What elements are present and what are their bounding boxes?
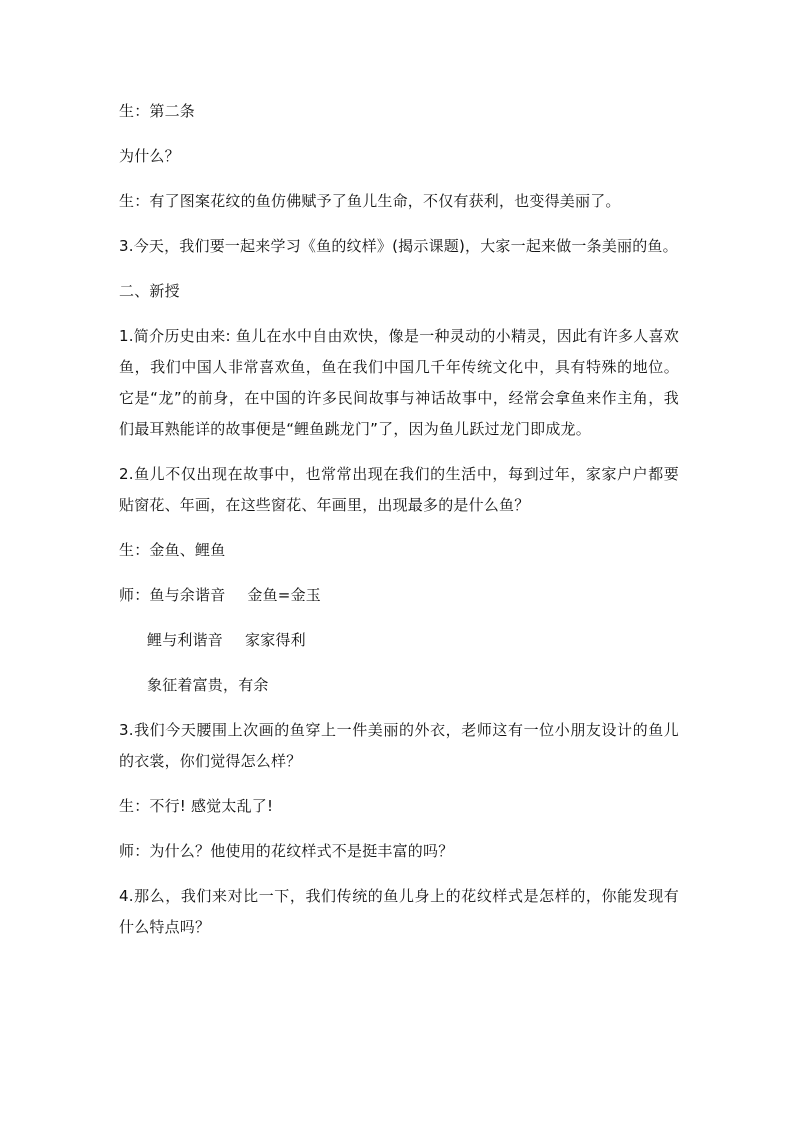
teacher-line <box>119 580 679 611</box>
paragraph-student-answer-3: 生：金鱼、鲤鱼 <box>119 541 226 559</box>
paragraph-question-why: 为什么？ <box>119 147 180 165</box>
indent-line-symbol: 象征着富贵，有余 <box>147 676 269 694</box>
section-heading-new-lesson: 二、新授 <box>119 282 180 300</box>
paragraph-fish-in-life: 2.鱼儿不仅出现在故事中，也常常出现在我们的生活中，每到过年，家家户户都要贴窗花、年画，在这些窗花、年画里，出现最多的是什么鱼？ <box>119 465 679 514</box>
paragraph-topic-intro: 3.今天，我们要一起来学习《鱼的纹样》(揭示课题)，大家一起来做一条美丽的鱼。 <box>119 237 678 255</box>
paragraph-compare: 4.那么，我们来对比一下，我们传统的鱼儿身上的花纹样式是怎样的，你能发现有什么特点吗？ <box>119 887 679 936</box>
indent-line-part-b: 家家得利 <box>245 631 306 649</box>
document-body <box>119 96 679 957</box>
teacher-line-part-a: 师：鱼与余谐音 <box>119 586 226 604</box>
paragraph-student-answer-4: 生：不行! 感觉太乱了! <box>119 797 274 815</box>
paragraph-fish-clothes: 3.我们今天腰围上次画的鱼穿上一件美丽的外衣，老师这有一位小朋友设计的鱼儿的衣裳，你们觉得怎么样？ <box>119 721 679 770</box>
paragraph-history: 1.简介历史由来: 鱼儿在水中自由欢快，像是一种灵动的小精灵，因此有许多人喜欢鱼，我们中国人非常喜欢鱼，鱼在我们中国几千年传统文化中，具有特殊的地位。它是“龙”的前身，在中国的许多民间故事与神话故事中，经常会拿鱼来作主角，我们最耳熟能详的故事便是“鲤鱼跳龙门”了，因为鱼儿跃过龙门即成龙。 <box>119 327 679 438</box>
indent-line-homophone <box>119 625 679 656</box>
teacher-line-part-b: 金鱼=金玉 <box>247 586 321 604</box>
paragraph-teacher-question: 师：为什么？他使用的花纹样式不是挺丰富的吗？ <box>119 842 454 860</box>
paragraph-student-answer-2: 生：有了图案花纹的鱼仿佛赋予了鱼儿生命，不仅有获利，也变得美丽了。 <box>119 192 621 210</box>
indent-line-part-a: 鲤与利谐音 <box>147 631 224 649</box>
paragraph-student-answer-1: 生：第二条 <box>119 102 196 120</box>
